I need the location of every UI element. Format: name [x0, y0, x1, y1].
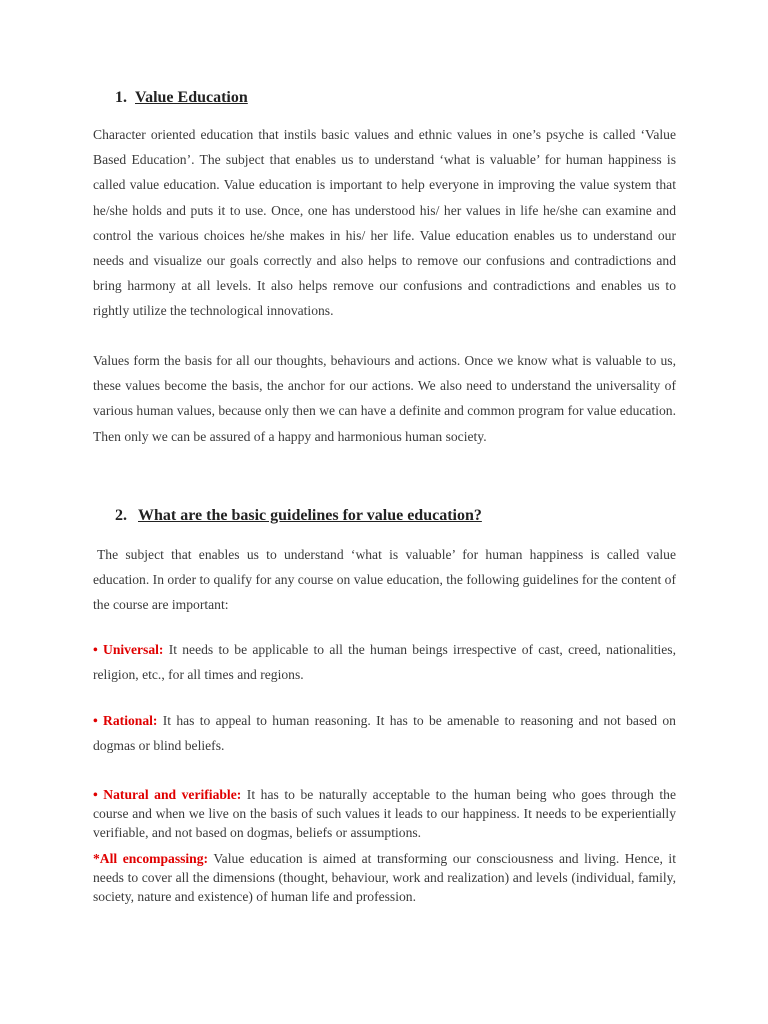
guideline-universal: [93, 637, 676, 687]
section-2-intro: The subject that enables us to understand ‘what is valuable’ for human happiness is called value education. In order to qualify for any course on value education, the following guidelines for the content of the course are important:: [93, 547, 676, 613]
section-1-number: 1.: [115, 89, 127, 106]
section-2-number: 2.: [115, 507, 127, 524]
section-1-paragraph-2: Values form the basis for all our thoughts, behaviours and actions. Once we know what is valuable to us, these values become the basis, the anchor for our actions. We also need to understand the universality of various human values, because only then we can have a definite and common program for value education. Then only we can be assured of a happy and harmonious human society.: [93, 353, 676, 444]
guideline-all-encompassing-text: Value education is aimed at transforming our consciousness and living. Hence, it needs to cover all the dimensions (thought, behaviour, work and realization) and levels (individual, family, society, nature and existence) of human life and profession.: [93, 851, 676, 904]
guideline-rational: [93, 708, 676, 758]
guideline-natural-verifiable-text: It has to be naturally acceptable to the human being who goes through the course and when we live on the basis of such values it leads to our happiness. It needs to be experientially verifiable, and not based on dogmas, beliefs or assumptions.: [93, 787, 676, 840]
guideline-rational-label: • Rational:: [93, 713, 158, 728]
guideline-all-encompassing: [93, 849, 676, 906]
guideline-natural-verifiable-label: • Natural and verifiable:: [93, 787, 242, 802]
guideline-universal-text: It needs to be applicable to all the human beings irrespective of cast, creed, nationalities, religion, etc., for all times and regions.: [93, 642, 676, 683]
guideline-natural-verifiable: [93, 785, 676, 842]
guideline-all-encompassing-label: *All encompassing:: [93, 851, 209, 866]
section-1-paragraph-1: Character oriented education that instils basic values and ethnic values in one’s psyche is called ‘Value Based Education’. The subject that enables us to understand ‘what is valuable’ for human happiness is called value education. Value education is important to help everyone in improving the value system that he/she holds and puts it to use. Once, one has understood his/ her values in life he/she can examine and control the various choices he/she makes in his/ her life. Value education enables us to understand our needs and visualize our goals correctly and also helps to remove our confusions and contradictions and bring harmony at all levels. It also helps remove our confusions and contradictions and enables us to rightly utilize the technological innovations.: [93, 127, 676, 319]
section-2-title: What are the basic guidelines for value education?: [138, 507, 482, 524]
section-1-heading: [115, 89, 248, 107]
guideline-rational-text: It has to appeal to human reasoning. It has to be amenable to reasoning and not based on dogmas or blind beliefs.: [93, 713, 676, 754]
section-1-title: Value Education: [135, 89, 248, 106]
section-2-heading: [115, 507, 482, 525]
guideline-universal-label: • Universal:: [93, 642, 164, 657]
